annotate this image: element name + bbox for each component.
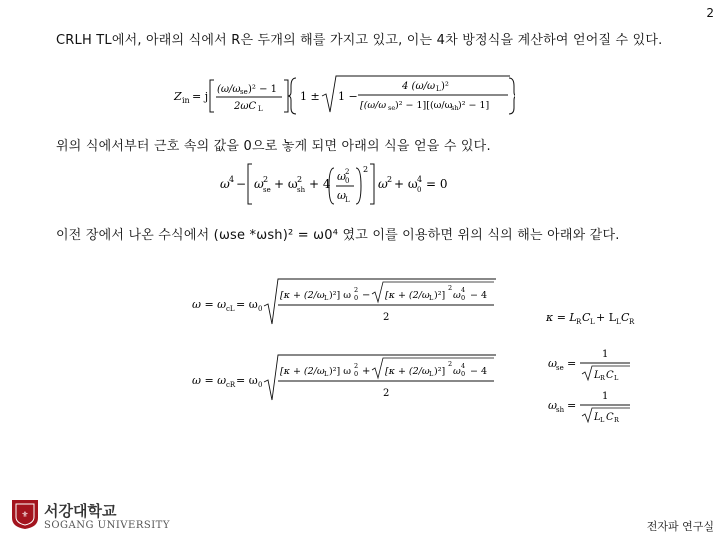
paragraph-2: 위의 식에서부터 근호 속의 값을 0으로 놓게 되면 아래의 식을 얻을 수 있다. <box>56 139 491 154</box>
svg-text:ω: ω <box>254 177 264 191</box>
svg-text:ω: ω <box>453 366 461 377</box>
paragraph-1: CRLH TL에서, 아래의 식에서 R은 두개의 해를 가지고 있고, 이는 4차 방정식을 계산하여 얻어질 수 있다. <box>56 33 663 48</box>
svg-text:−: − <box>362 290 371 301</box>
svg-text:1: 1 <box>602 349 609 360</box>
svg-text:0: 0 <box>258 381 263 389</box>
svg-text:se: se <box>388 104 396 112</box>
svg-text:se: se <box>240 88 248 96</box>
svg-text:2: 2 <box>263 175 269 184</box>
svg-text:= 0: = 0 <box>426 177 448 191</box>
svg-text:1 ±: 1 ± <box>300 90 320 103</box>
svg-text:R: R <box>614 416 619 424</box>
svg-text:ω: ω <box>548 357 557 370</box>
svg-text:(ω/ω: (ω/ω <box>217 84 241 95</box>
svg-text:+ ω: + ω <box>274 177 298 191</box>
svg-text:C: C <box>606 412 614 423</box>
svg-text:L: L <box>258 105 263 113</box>
svg-text:+: + <box>362 366 371 377</box>
svg-text:L: L <box>616 318 621 326</box>
svg-text:0: 0 <box>354 370 359 378</box>
svg-text:ω = ω: ω = ω <box>192 374 227 387</box>
svg-text:L: L <box>614 374 619 382</box>
svg-text:2: 2 <box>448 284 453 292</box>
svg-text:cL: cL <box>226 305 235 313</box>
svg-text:κ = L: κ = L <box>546 311 577 324</box>
svg-text:+ ω: + ω <box>394 177 418 191</box>
svg-text:= ω: = ω <box>236 374 258 387</box>
svg-text:C: C <box>582 311 591 324</box>
svg-text:1: 1 <box>602 391 609 402</box>
svg-text:2: 2 <box>297 175 303 184</box>
svg-text:sh: sh <box>556 406 565 414</box>
svg-text:=: = <box>567 399 577 412</box>
page-number: 2 <box>706 6 714 20</box>
svg-text:0: 0 <box>461 294 466 302</box>
svg-text:[κ + (2/ω: [κ + (2/ω <box>280 366 325 377</box>
svg-text:se: se <box>263 186 271 194</box>
svg-text:)²] ω: )²] ω <box>329 290 351 301</box>
svg-text:− 4: − 4 <box>470 366 488 377</box>
svg-text:cR: cR <box>226 381 236 389</box>
svg-text:2: 2 <box>387 175 393 184</box>
svg-text:2: 2 <box>383 388 390 399</box>
svg-text:−: − <box>236 177 247 191</box>
svg-text:sh: sh <box>451 104 459 112</box>
svg-text:2: 2 <box>345 168 350 176</box>
svg-text:[κ + (2/ω: [κ + (2/ω <box>385 290 430 301</box>
svg-text:⚜: ⚜ <box>21 510 29 519</box>
svg-text:4: 4 <box>461 362 466 370</box>
svg-text:L: L <box>324 370 329 378</box>
svg-text:+ 4: + 4 <box>309 177 331 191</box>
svg-text:2: 2 <box>354 362 359 370</box>
svg-text:4: 4 <box>417 175 423 184</box>
svg-text:ω: ω <box>453 290 461 301</box>
svg-text:2: 2 <box>448 360 453 368</box>
svg-text:L: L <box>594 370 601 381</box>
svg-text:ω: ω <box>337 189 346 202</box>
svg-text:[κ + (2/ω: [κ + (2/ω <box>280 290 325 301</box>
svg-text:R: R <box>576 318 582 326</box>
svg-text:= j: = j <box>192 90 209 103</box>
svg-text:)² − 1: )² − 1 <box>248 84 278 95</box>
paragraph-3: 이전 장에서 나온 수식에서 (ωse *ωsh)² = ω0⁴ 였고 이를 이용하면 위의 식의 해는 아래와 같다. <box>56 228 620 243</box>
svg-text:2: 2 <box>383 312 390 323</box>
svg-text:2: 2 <box>363 165 369 174</box>
svg-text:= ω: = ω <box>236 298 258 311</box>
svg-text:)² − 1][(ω/ω: )² − 1][(ω/ω <box>395 100 453 111</box>
svg-text:+ L: + L <box>596 311 617 324</box>
equation-omega-sh <box>546 386 646 426</box>
equation-omega-cl <box>190 276 500 328</box>
equation-omega-cr <box>190 352 500 404</box>
svg-text:)²] ω: )²] ω <box>329 366 351 377</box>
lab-name: 전자파 연구실 <box>646 520 714 533</box>
svg-text:[(ω/ω: [(ω/ω <box>360 100 387 111</box>
svg-text:R: R <box>600 374 605 382</box>
svg-text:Z: Z <box>174 90 182 103</box>
svg-text:ω = ω: ω = ω <box>192 298 227 311</box>
equation-zin <box>170 72 515 120</box>
svg-text:L: L <box>345 196 350 204</box>
svg-text:− 4: − 4 <box>470 290 488 301</box>
svg-text:2ωC: 2ωC <box>234 101 257 112</box>
svg-text:0: 0 <box>354 294 359 302</box>
svg-text:L: L <box>429 294 434 302</box>
svg-text:C: C <box>606 370 614 381</box>
svg-text:in: in <box>182 96 190 105</box>
svg-text:)²: )² <box>441 81 449 92</box>
svg-text:4: 4 <box>229 175 235 184</box>
svg-text:L: L <box>594 412 601 423</box>
svg-text:=: = <box>567 357 577 370</box>
equation-omega-se <box>546 344 646 384</box>
svg-text:4: 4 <box>461 286 466 294</box>
svg-text:)²]: )²] <box>434 366 446 377</box>
svg-text:2: 2 <box>354 286 359 294</box>
svg-text:ω: ω <box>337 170 346 183</box>
svg-text:L: L <box>429 370 434 378</box>
university-logo <box>10 498 40 530</box>
svg-text:0: 0 <box>461 370 466 378</box>
equation-kappa <box>544 306 674 328</box>
svg-text:R: R <box>629 318 635 326</box>
svg-text:ω: ω <box>548 399 557 412</box>
university-name-english: SOGANG UNIVERSITY <box>44 520 170 531</box>
svg-text:sh: sh <box>297 186 306 194</box>
equation-quartic <box>218 158 468 208</box>
university-name-korean: 서강대학교 <box>44 502 117 520</box>
svg-text:)² − 1]: )² − 1] <box>458 100 490 111</box>
svg-text:L: L <box>324 294 329 302</box>
svg-text:ω: ω <box>220 177 230 191</box>
svg-text:1 −: 1 − <box>338 90 358 103</box>
svg-text:se: se <box>556 364 564 372</box>
svg-text:L: L <box>600 416 605 424</box>
svg-text:)²]: )²] <box>434 290 446 301</box>
svg-text:[κ + (2/ω: [κ + (2/ω <box>385 366 430 377</box>
svg-text:0: 0 <box>345 177 350 185</box>
svg-text:L: L <box>590 318 595 326</box>
svg-text:0: 0 <box>417 186 422 194</box>
svg-text:4 (ω/ω: 4 (ω/ω <box>402 81 436 92</box>
svg-text:L: L <box>436 85 441 93</box>
svg-text:ω: ω <box>378 177 388 191</box>
svg-text:0: 0 <box>258 305 263 313</box>
svg-text:C: C <box>621 311 630 324</box>
